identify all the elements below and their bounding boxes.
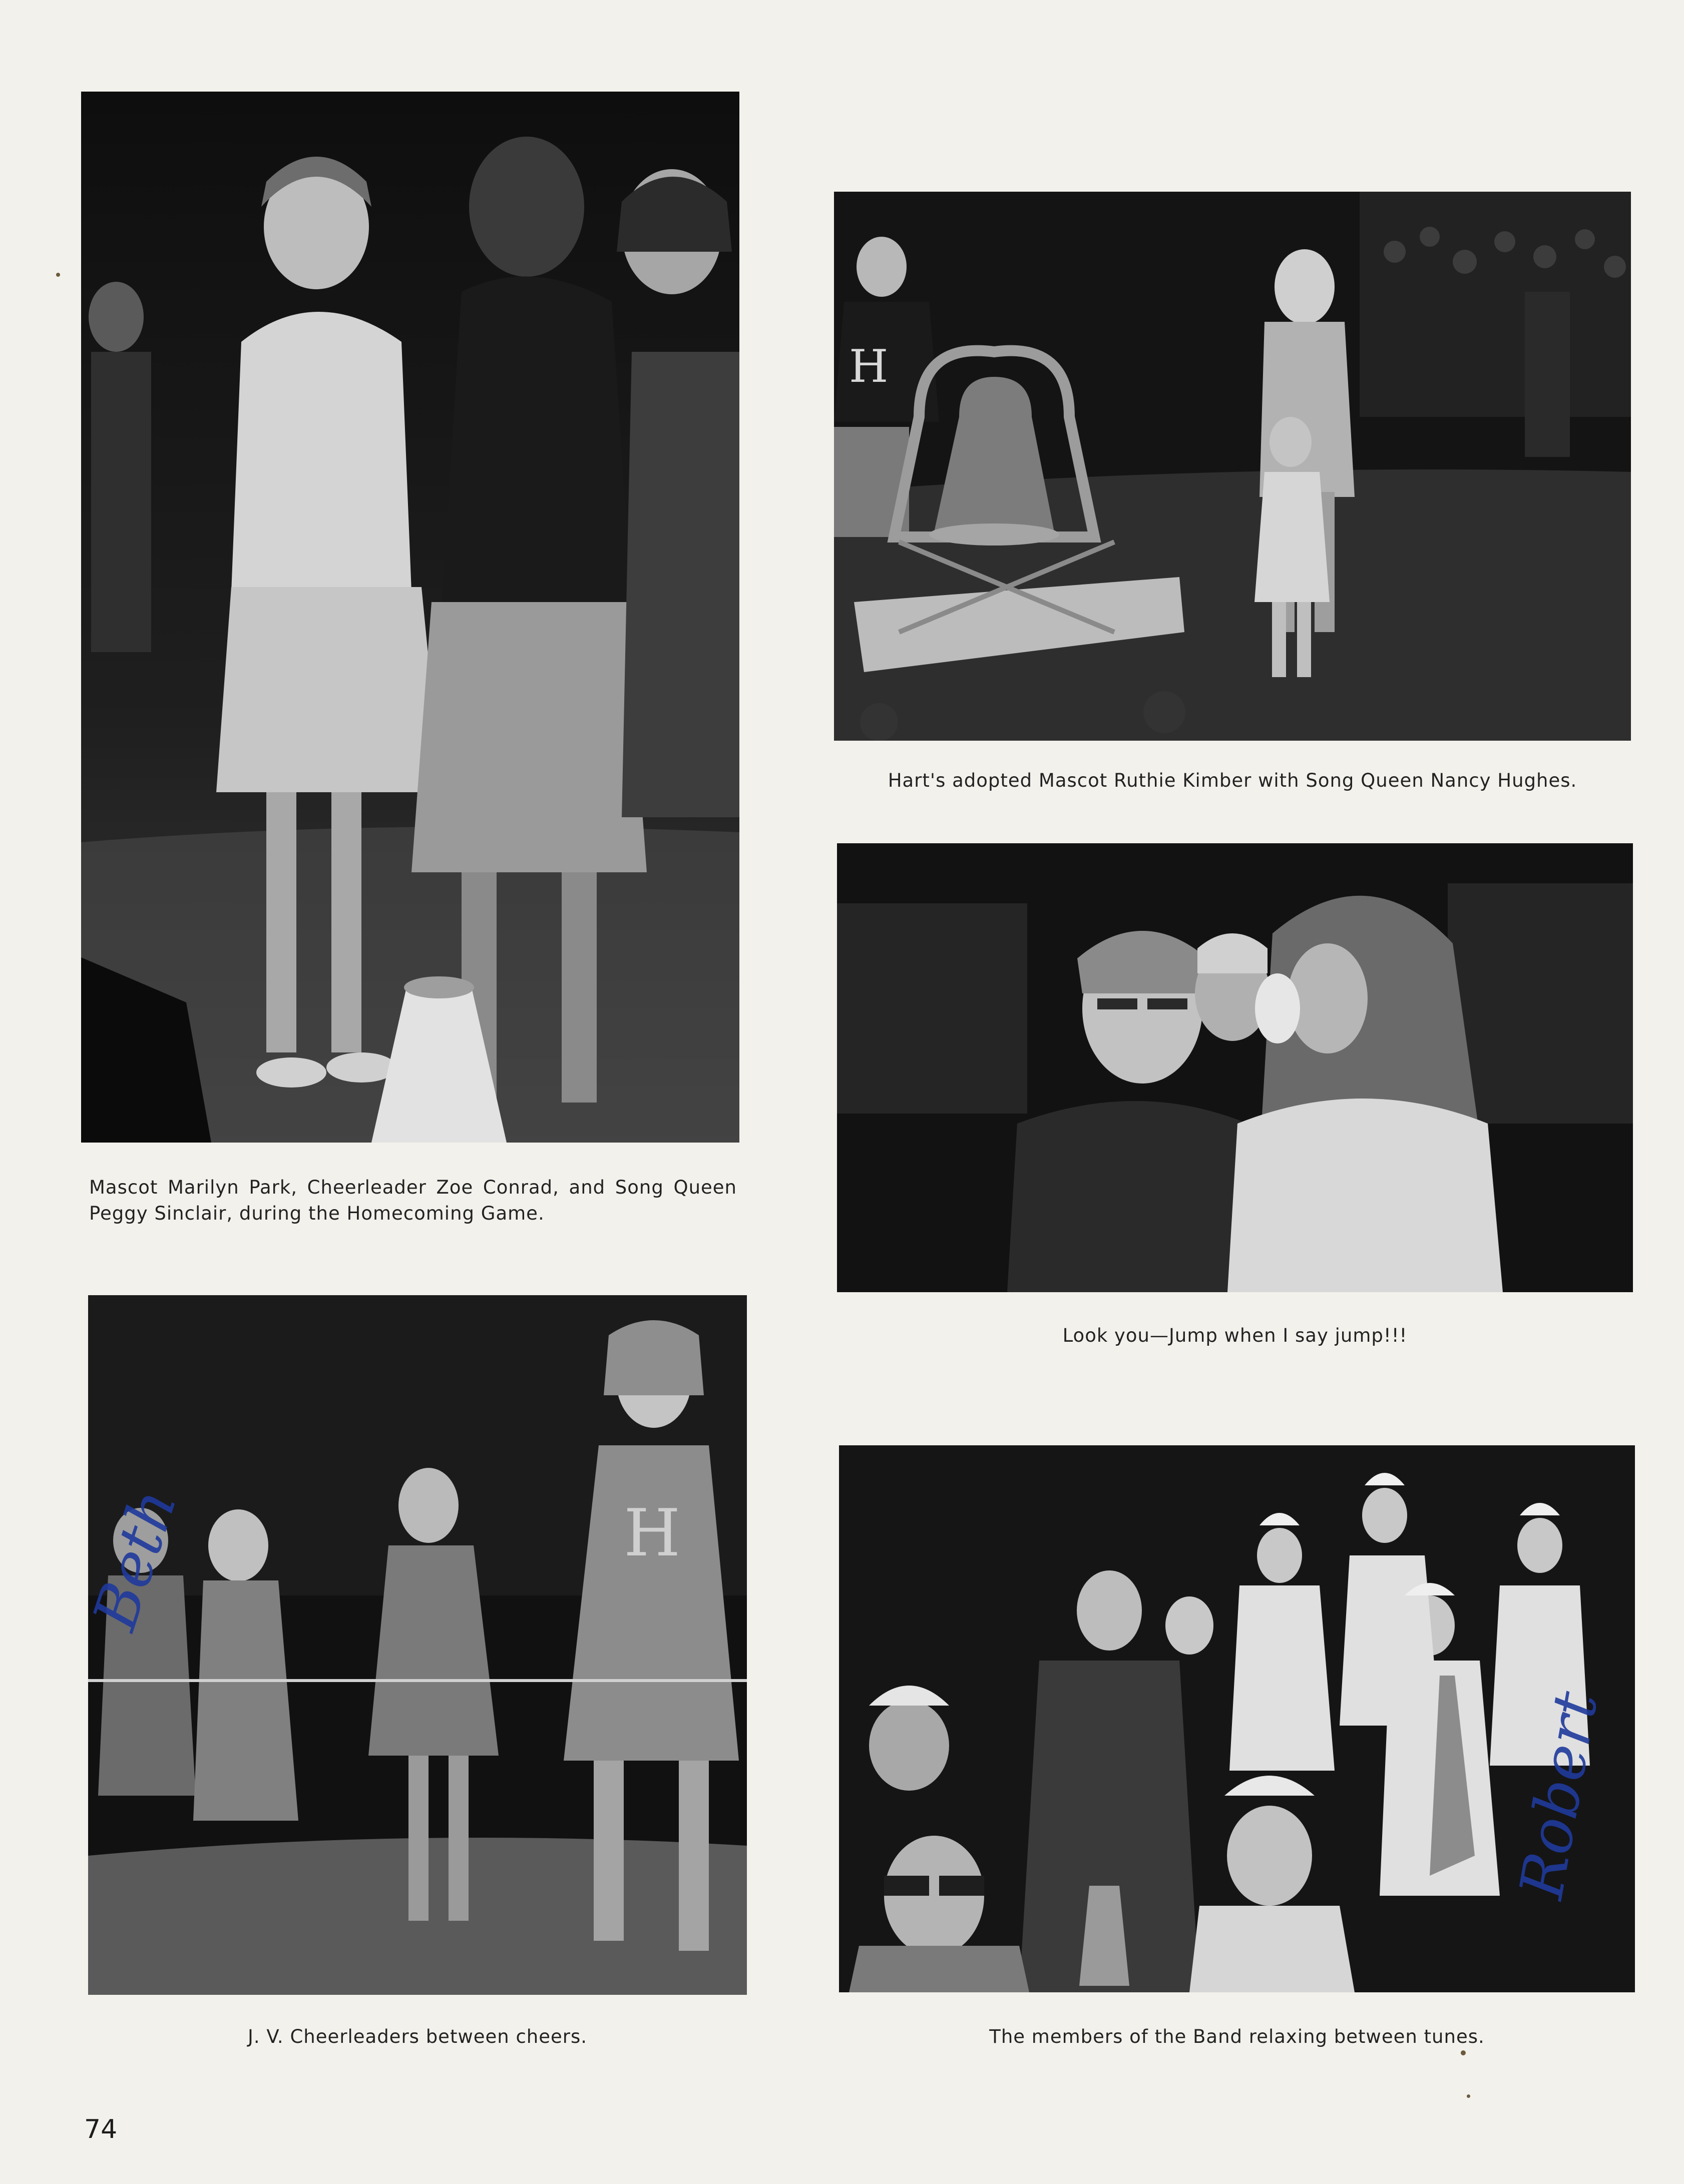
signature-right: Robert	[1507, 1687, 1612, 1904]
homecoming-mascot-photo-illustration	[81, 92, 739, 1143]
paper-speck	[1461, 2050, 1466, 2055]
homecoming-mascot-caption: Mascot Marilyn Park, Cheerleader Zoe Conrad, and Song Queen Peggy Sinclair, during the Homecoming Game.	[89, 1177, 737, 1224]
jump-photo	[837, 843, 1633, 1292]
signature-beth: Beth	[80, 1481, 191, 1638]
homecoming-mascot-photo	[81, 92, 739, 1143]
band-photo-illustration	[839, 1445, 1635, 1992]
paper-speck	[1467, 2094, 1470, 2098]
svg-text:H: H	[624, 1495, 681, 1571]
mascot-bell-photo-illustration	[834, 192, 1631, 741]
jump-caption: Look you—Jump when I say jump!!!	[1062, 1325, 1408, 1346]
page-number: 74	[84, 2114, 118, 2144]
mascot-bell-photo	[834, 192, 1631, 741]
mascot-bell-caption: Hart's adopted Mascot Ruthie Kimber with Song Queen Nancy Hughes.	[888, 770, 1577, 791]
band-photo	[839, 1445, 1635, 1992]
jv-cheerleaders-photo-illustration	[88, 1295, 747, 1995]
svg-text:H: H	[849, 340, 889, 393]
jump-photo-illustration	[837, 843, 1633, 1292]
paper-speck	[56, 273, 60, 277]
jv-cheerleaders-photo	[88, 1295, 747, 1995]
jv-cheerleaders-caption: J. V. Cheerleaders between cheers.	[247, 2026, 588, 2047]
band-caption: The members of the Band relaxing between tunes.	[989, 2026, 1485, 2047]
